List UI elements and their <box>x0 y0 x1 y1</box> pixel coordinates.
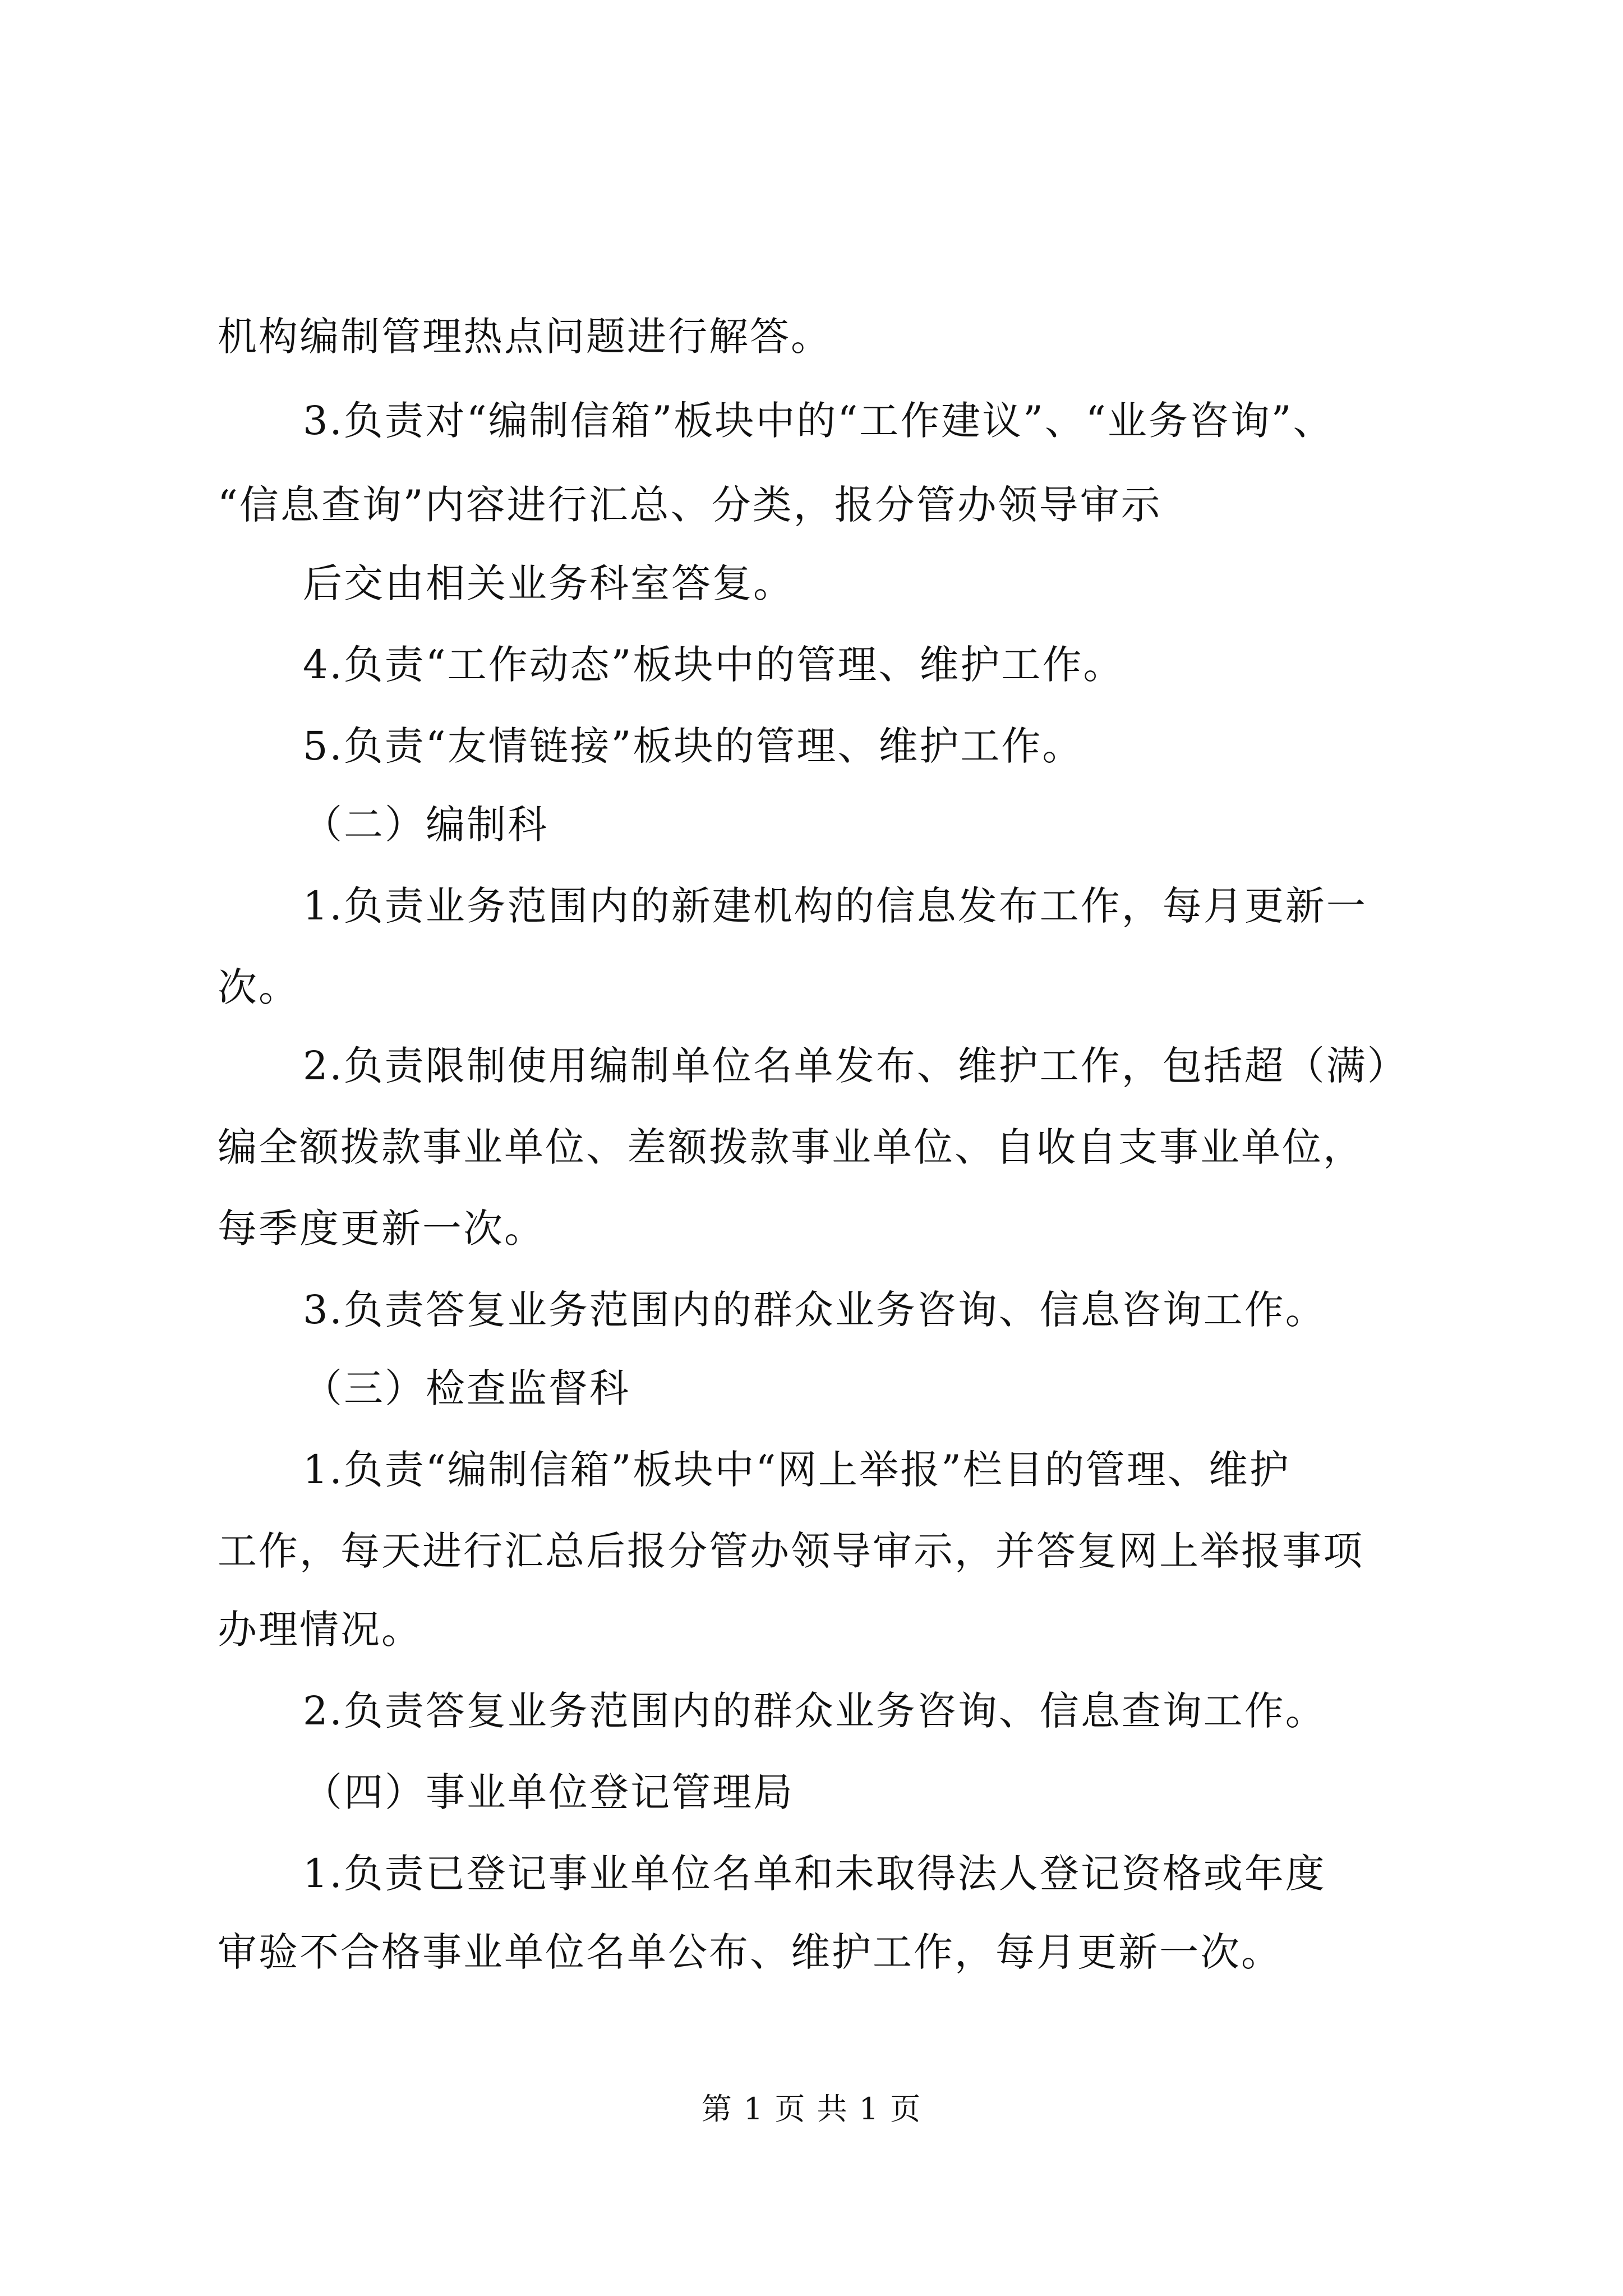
page-footer: 第 1 页 共 1 页 <box>701 2091 922 2127</box>
text-line: 5.负责“友情链接”板块的管理、维护工作。 <box>303 723 1083 769</box>
text-line: 机构编制管理热点问题进行解答。 <box>218 314 832 360</box>
text-line: 办理情况。 <box>218 1607 422 1653</box>
text-line: “信息查询”内容进行汇总、分类，报分管办领导审示 <box>218 482 1162 528</box>
text-line: 审验不合格事业单位名单公布、维护工作，每月更新一次。 <box>218 1929 1282 1975</box>
text-line: 每季度更新一次。 <box>218 1205 545 1251</box>
text-line: 2.负责限制使用编制单位名单发布、维护工作，包括超（满） <box>303 1043 1408 1089</box>
text-line: 1.负责已登记事业单位名单和未取得法人登记资格或年度 <box>303 1851 1326 1897</box>
text-line: 2.负责答复业务范围内的群众业务咨询、信息查询工作。 <box>303 1688 1326 1734</box>
text-line: 工作，每天进行汇总后报分管办领导审示，并答复网上举报事项 <box>218 1528 1364 1574</box>
text-line: 次。 <box>218 964 299 1010</box>
section-heading: （三）检查监督科 <box>303 1365 630 1411</box>
text-line: 1.负责业务范围内的新建机构的信息发布工作，每月更新一 <box>303 883 1367 929</box>
section-heading: （二）编制科 <box>303 802 548 848</box>
text-line: 3.负责对“编制信箱”板块中的“工作建议”、“业务咨询”、 <box>303 398 1334 444</box>
text-line: 4.负责“工作动态”板块中的管理、维护工作。 <box>303 642 1124 688</box>
text-line: 1.负责“编制信箱”板块中“网上举报”栏目的管理、维护 <box>303 1447 1290 1493</box>
text-line: 编全额拨款事业单位、差额拨款事业单位、自收自支事业单位， <box>218 1124 1364 1170</box>
section-heading: （四）事业单位登记管理局 <box>303 1769 794 1815</box>
text-line: 后交由相关业务科室答复。 <box>303 560 794 606</box>
text-line: 3.负责答复业务范围内的群众业务咨询、信息咨询工作。 <box>303 1287 1326 1333</box>
